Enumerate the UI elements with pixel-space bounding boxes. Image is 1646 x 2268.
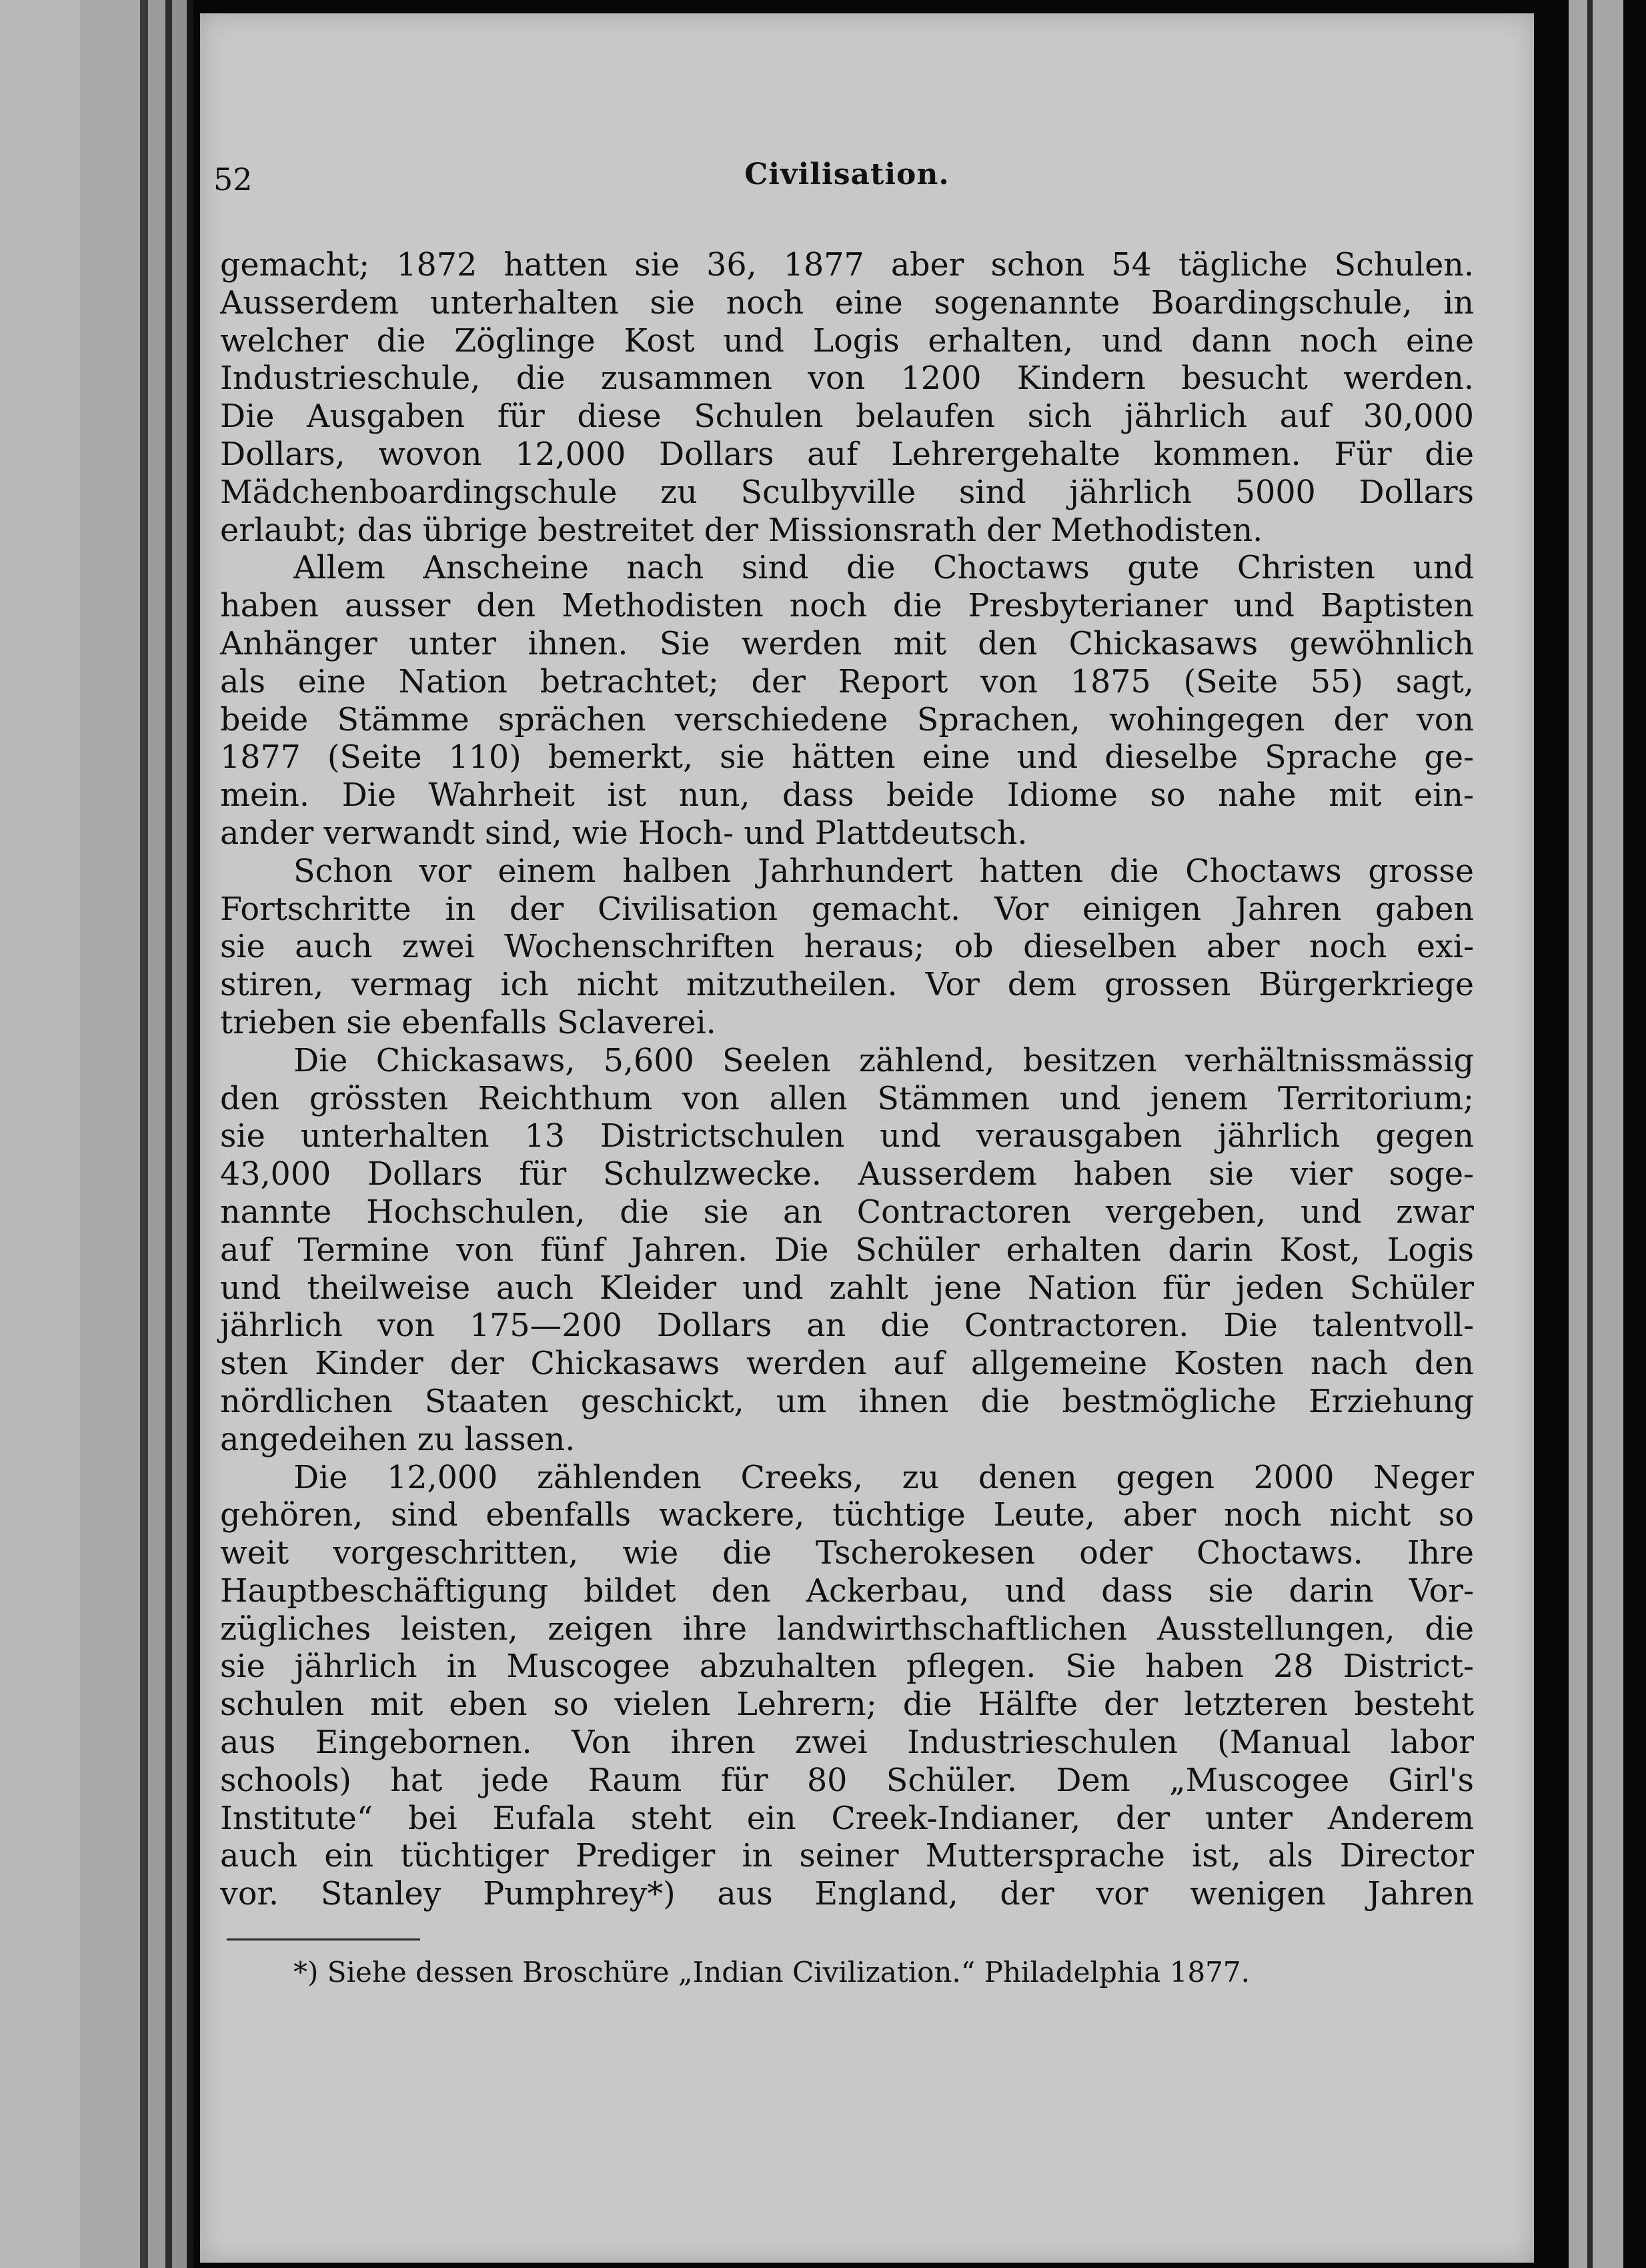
text-line: sie unterhalten 13 Districtschulen und verausgaben jährlich gegen — [220, 1118, 1474, 1155]
text-line: aus Eingebornen. Von ihren zwei Industrieschulen (Manual labor — [220, 1724, 1474, 1762]
text-line: Institute“ bei Eufala steht ein Creek-Indianer, der unter Anderem — [220, 1800, 1474, 1837]
text-line: beide Stämme sprächen verschiedene Sprachen, wohingegen der von — [220, 701, 1474, 738]
text-line: angedeihen zu lassen. — [220, 1421, 576, 1458]
text-line: stiren, vermag ich nicht mitzutheilen. Vor dem grossen Bürgerkriege — [220, 967, 1474, 1004]
text-line: Ausserdem unterhalten sie noch eine sogenannte Boardingschule, in — [220, 284, 1474, 322]
text-line: auf Termine von fünf Jahren. Die Schüler erhalten darin Kost, Logis — [220, 1231, 1474, 1269]
text-line: Die 12,000 zählenden Creeks, zu denen gegen 2000 Neger — [293, 1459, 1474, 1496]
text-line: trieben sie ebenfalls Sclaverei. — [220, 1004, 716, 1041]
page-edge — [187, 0, 193, 2268]
text-line: nannte Hochschulen, die sie an Contractoren vergeben, und zwar — [220, 1193, 1474, 1231]
text-line: Fortschritte in der Civilisation gemacht. Vor einigen Jahren gaben — [220, 891, 1474, 928]
text-line: sten Kinder der Chickasaws werden auf allgemeine Kosten nach den — [220, 1345, 1474, 1383]
page-edge — [165, 0, 172, 2268]
page-number: 52 — [213, 161, 253, 197]
text-line: als eine Nation betrachtet; der Report von 1875 (Seite 55) sagt, — [220, 663, 1474, 700]
page-edge — [80, 0, 140, 2268]
text-line: jährlich von 175—200 Dollars an die Contractoren. Die talentvoll- — [220, 1307, 1474, 1345]
text-line: gemacht; 1872 hatten sie 36, 1877 aber schon 54 tägliche Schulen. — [220, 247, 1474, 284]
page-edge — [172, 0, 187, 2268]
text-line: auch ein tüchtiger Prediger in seiner Muttersprache ist, als Director — [220, 1838, 1474, 1875]
text-line: Dollars, wovon 12,000 Dollars auf Lehrergehalte kommen. Für die — [220, 436, 1474, 473]
text-line: weit vorgeschritten, wie die Tscherokesen oder Choctaws. Ihre — [220, 1535, 1474, 1572]
text-line: Anhänger unter ihnen. Sie werden mit den Chickasaws gewöhnlich — [220, 625, 1474, 662]
text-line: erlaubt; das übrige bestreitet der Missionsrath der Methodisten. — [220, 512, 1263, 549]
footnote-rule — [227, 1938, 420, 1940]
text-line: Die Ausgaben für diese Schulen belaufen sich jährlich auf 30,000 — [220, 398, 1474, 436]
text-line: sie jährlich in Muscogee abzuhalten pflegen. Sie haben 28 District- — [220, 1648, 1474, 1686]
running-title: Civilisation. — [744, 157, 950, 191]
text-line: welcher die Zöglinge Kost und Logis erhalten, und dann noch eine — [220, 322, 1474, 360]
text-line: 1877 (Seite 110) bemerkt, sie hätten eine und dieselbe Sprache ge- — [220, 739, 1474, 776]
text-line: ander verwandt sind, wie Hoch- und Plattdeutsch. — [220, 814, 1028, 852]
text-line: schulen mit eben so vielen Lehrern; die Hälfte der letzteren besteht — [220, 1686, 1474, 1724]
text-line: vor. Stanley Pumphrey*) aus England, der vor wenigen Jahren — [220, 1876, 1474, 1913]
text-line: mein. Die Wahrheit ist nun, dass beide Idiome so nahe mit ein- — [220, 777, 1474, 814]
text-line: Hauptbeschäftigung bildet den Ackerbau, und dass sie darin Vor- — [220, 1572, 1474, 1610]
page-edge — [148, 0, 165, 2268]
page-edge — [0, 0, 80, 2268]
text-line: sie auch zwei Wochenschriften heraus; ob dieselben aber noch exi- — [220, 929, 1474, 966]
footnote: *) Siehe dessen Broschüre „Indian Civilization.“ Philadelphia 1877. — [293, 1956, 1250, 1989]
right-margin-line — [1587, 0, 1593, 2268]
text-line: Die Chickasaws, 5,600 Seelen zählend, besitzen verhältnissmässig — [293, 1042, 1474, 1079]
body-text — [220, 247, 1474, 1914]
text-line: haben ausser den Methodisten noch die Presbyterianer und Baptisten — [220, 588, 1474, 625]
text-line: Schon vor einem halben Jahrhundert hatten die Choctaws grosse — [293, 853, 1474, 890]
page-edge — [140, 0, 148, 2268]
text-line: nördlichen Staaten geschickt, um ihnen die bestmögliche Erziehung — [220, 1383, 1474, 1420]
text-line: Mädchenboardingschule zu Sculbyville sind jährlich 5000 Dollars — [220, 474, 1474, 511]
text-line: und theilweise auch Kleider und zahlt jene Nation für jeden Schüler — [220, 1269, 1474, 1307]
right-margin-strip — [1569, 0, 1623, 2268]
text-line: gehören, sind ebenfalls wackere, tüchtige Leute, aber noch nicht so — [220, 1497, 1474, 1534]
text-line: Industrieschule, die zusammen von 1200 Kindern besucht werden. — [220, 360, 1474, 398]
page-header — [213, 157, 1481, 204]
text-line: 43,000 Dollars für Schulzwecke. Ausserdem haben sie vier soge- — [220, 1156, 1474, 1193]
text-line: den grössten Reichthum von allen Stämmen und jenem Territorium; — [220, 1080, 1474, 1117]
text-line: Allem Anscheine nach sind die Choctaws gute Christen und — [293, 550, 1474, 587]
text-line: schools) hat jede Raum für 80 Schüler. Dem „Muscogee Girl's — [220, 1762, 1474, 1799]
text-line: zügliches leisten, zeigen ihre landwirthschaftlichen Ausstellungen, die — [220, 1610, 1474, 1648]
